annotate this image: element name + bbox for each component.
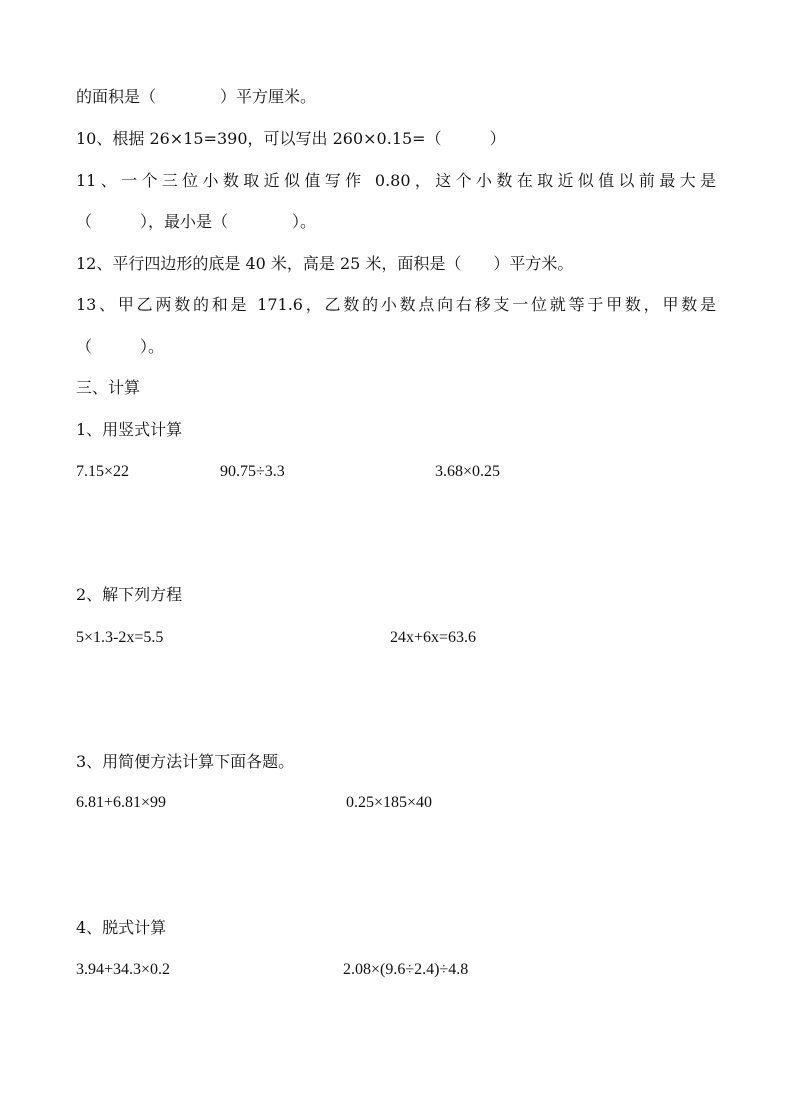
- question-10: 10、根据 26×15=390，可以写出 260×0.15=（ ）: [76, 129, 506, 148]
- part-4-title: 4、脱式计算: [76, 918, 167, 937]
- question-13-line-1: 13、甲乙两数的和是 171.6，乙数的小数点向右移支一位就等于甲数，甲数是: [76, 295, 716, 314]
- question-9-continuation: 的面积是（ ）平方厘米。: [76, 87, 317, 106]
- equation: 5×1.3-2x=5.5: [76, 629, 164, 646]
- part-3-title: 3、用简便方法计算下面各题。: [76, 752, 295, 771]
- expression: 3.94+34.3×0.2: [76, 961, 171, 978]
- expression: 90.75÷3.3: [220, 463, 285, 480]
- expression: 7.15×22: [76, 463, 130, 480]
- question-11-line-1: 11、一个三位小数取近似值写作 0.80，这个小数在取近似值以前最大是: [76, 171, 716, 190]
- question-13-line-2: （ ）。: [76, 337, 165, 356]
- part-1-title: 1、用竖式计算: [76, 420, 183, 439]
- equation: 24x+6x=63.6: [390, 629, 477, 646]
- expression: 3.68×0.25: [435, 463, 501, 480]
- expression: 6.81+6.81×99: [76, 794, 167, 811]
- question-12: 12、平行四边形的底是 40 米，高是 25 米，面积是（ ）平方米。: [76, 254, 574, 273]
- expression: 0.25×185×40: [346, 794, 433, 811]
- question-11-line-2: （ ），最小是（ ）。: [76, 212, 317, 231]
- expression: 2.08×(9.6÷2.4)÷4.8: [343, 961, 469, 978]
- part-2-title: 2、解下列方程: [76, 585, 183, 604]
- section-3-title: 三、计算: [76, 378, 141, 397]
